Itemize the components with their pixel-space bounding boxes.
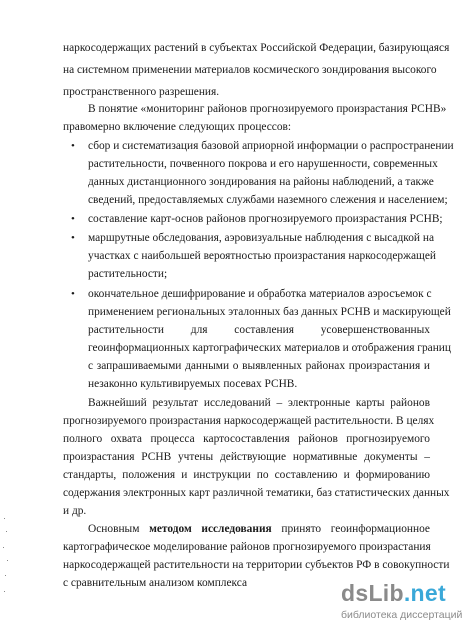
- text-line: Важнейший результат исследований – электронные карты районов: [88, 397, 430, 409]
- watermark-caption: библиотека диссертаций: [341, 609, 462, 621]
- method-term: методом исследования: [149, 523, 272, 535]
- text-line: правомерно включение следующих процессов:: [63, 121, 292, 133]
- text-line: полного охвата процесса картосоставления районов прогнозируемого: [63, 433, 430, 445]
- list-item-line: данных дистанционного зондирования на районы наблюдений, а также: [88, 176, 434, 188]
- text-line: наркосодержащих растений в субъектах Российской Федерации, базирующаяся: [63, 42, 450, 54]
- bullet-marker: •: [71, 232, 75, 244]
- text-line: прогнозируемого произрастания наркосодержащей растительности. В целях: [63, 415, 435, 427]
- list-item-line: геоинформационных картографических материалов и отображения границ: [88, 342, 452, 354]
- text-line: на системном применении материалов космического зондирования высокого: [63, 64, 437, 76]
- text-line: с сравнительным анализом комплекса: [63, 577, 248, 589]
- method-line: [88, 522, 430, 537]
- list-item-line: растительности;: [88, 268, 168, 280]
- list-item-line: растительности, почвенного покрова и его нарушенности, современных: [88, 158, 438, 170]
- logo-main: dsLib: [341, 580, 404, 606]
- list-item-line: с запрашиваемыми данными о выявленных районах произрастания и: [88, 360, 430, 372]
- text-line: произрастания РСНВ учтены действующие нормативные документы –: [63, 451, 430, 463]
- scan-speck: [4, 518, 5, 519]
- list-item-line: окончательное дешифрирование и обработка материалов аэросъемок с: [88, 288, 432, 300]
- list-item-line: растительности для составления усовершенствованных: [88, 324, 430, 336]
- dslib-logo: [341, 578, 445, 608]
- text-line: картографическое моделирование районов прогнозируемого произрастания: [63, 541, 431, 553]
- method-before: Основным: [88, 523, 140, 535]
- text-line: пространственного разрешения.: [63, 86, 220, 98]
- scan-speck: [7, 560, 8, 561]
- list-item-line: применением региональных эталонных баз данных РСНВ и маскирующей: [88, 306, 451, 318]
- scan-speck: [4, 591, 5, 592]
- bullet-marker: •: [71, 140, 75, 152]
- logo-tld: .net: [403, 580, 446, 606]
- list-item-line: маршрутные обследования, аэровизуальные наблюдения с высадкой на: [88, 232, 434, 244]
- text-line: наркосодержащей растительности на территории субъектов РФ в совокупности: [63, 559, 450, 571]
- text-line: стандарты, положения и инструкции по составлению и формированию: [63, 469, 430, 481]
- list-item-line: участках с наибольшей вероятностью произрастания наркосодержащей: [88, 250, 436, 262]
- site-watermark: [341, 578, 462, 624]
- scan-speck: [6, 531, 7, 532]
- list-item-line: незаконно культивируемых посевах РСНВ.: [88, 378, 298, 390]
- text-line: и др.: [63, 505, 87, 517]
- scan-speck: [3, 547, 4, 548]
- list-item-line: составление карт-основ районов прогнозируемого произрастания РСНВ;: [88, 213, 443, 225]
- list-item-line: сведений, предоставляемых службами наземного слежения и населением;: [88, 194, 448, 206]
- bullet-marker: •: [71, 288, 75, 300]
- text-line: содержания электронных карт различной тематики, баз статистических данных: [63, 487, 450, 499]
- method-after: принято геоинформационное: [281, 523, 430, 535]
- scan-speck: [5, 575, 6, 576]
- bullet-marker: •: [71, 213, 75, 225]
- list-item-line: сбор и систематизация базовой априорной информации о распространении: [88, 140, 454, 152]
- text-line: В понятие «мониторинг районов прогнозируемого произрастания РСНВ»: [88, 103, 447, 115]
